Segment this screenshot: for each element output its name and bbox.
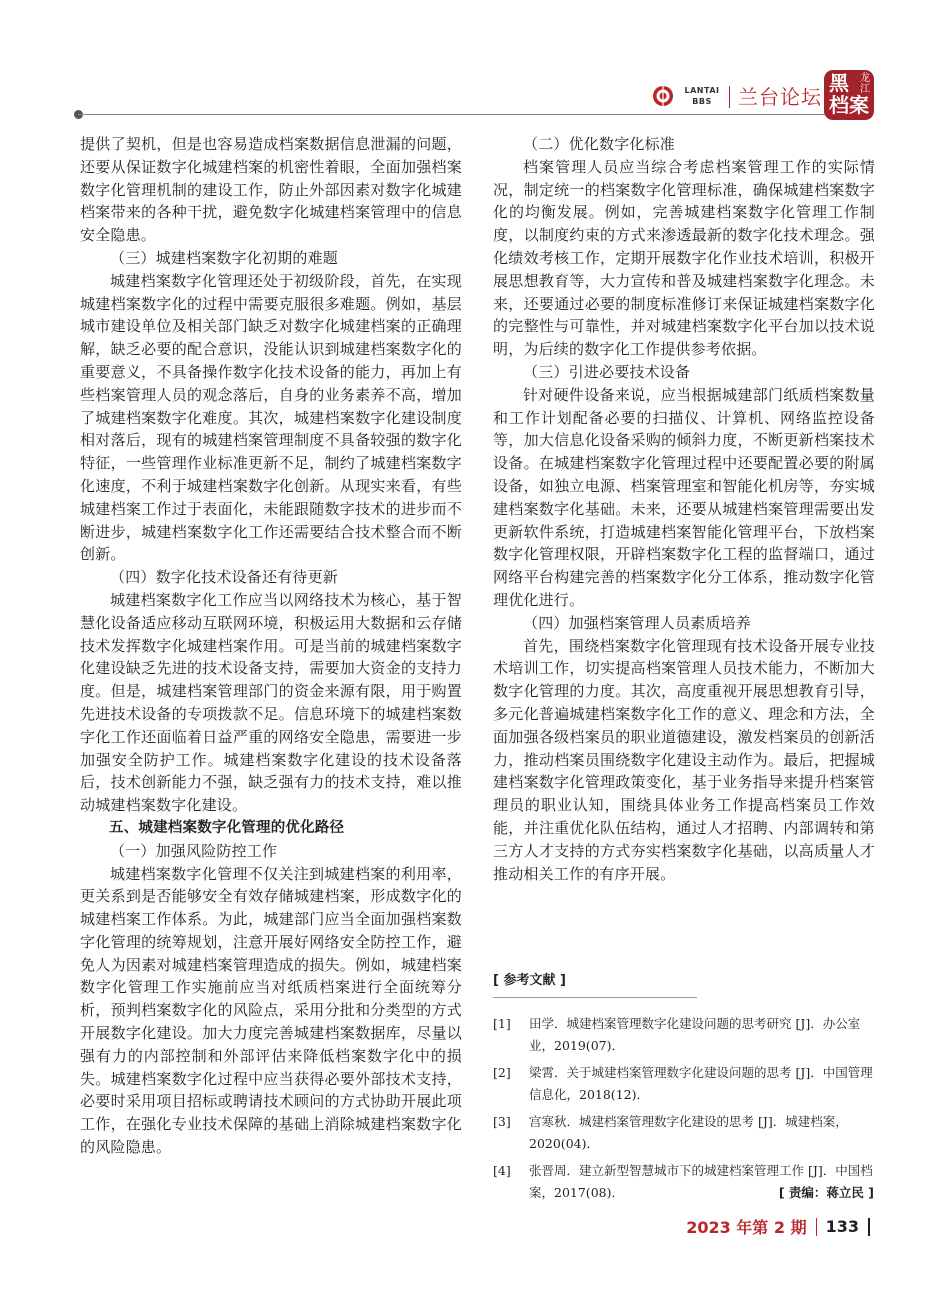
- body-paragraph: 针对硬件设备来说，应当根据城建部门纸质档案数量和工作计划配备必要的扫描仪、计算机、网络监控设备等，加大信息化设备采购的倾斜力度，不断更新档案技术设备。在城建档案数字化管理过程中还要配置必要的附属设备，如独立电源、档案管理室和智能化机房等，夯实城建档案数字化基础。未来，还要从城建档案管理需要出发更新软件系统，打造城建档案智能化管理平台，下放档案数字化管理权限，开辟档案数字化工程的监督端口，通过网络平台构建完善的档案数字化分工体系，推动数字化管理优化进行。: [493, 385, 875, 609]
- subsection-heading: （四）数字化技术设备还有待更新: [110, 568, 339, 587]
- reference-text: 田学．城建档案管理数字化建设问题的思考研究 [J]．办公室业，2019(07)．: [529, 1016, 861, 1053]
- subsection-heading: （四）加强档案管理人员素质培养: [523, 613, 752, 632]
- article-left-column: [80, 133, 462, 1159]
- subsection-heading: （二）优化数字化标准: [523, 135, 676, 153]
- logo-english-line2: BBS: [692, 97, 712, 106]
- subsection-heading: （三）城建档案数字化初期的难题: [110, 248, 339, 267]
- journal-section-title: 兰台论坛: [738, 85, 822, 109]
- subsection-heading: （一）加强风险防控工作: [110, 841, 278, 860]
- article-right-column: [493, 133, 875, 885]
- body-paragraph: 城建档案数字化管理还处于初级阶段，首先，在实现城建档案数字化的过程中需要克服很多难题。例如，基层城市建设单位及相关部门缺乏对数字化城建档案的正确理解，缺乏必要的配合意识，没能认识到城建档案数字化的重要意义，不具备操作数字化技术设备的能力，再加上有些档案管理人员的观念落后，自身的业务素养不高，增加了城建档案数字化难度。其次，城建档案数字化建设制度相对落后，现有的城建档案管理制度不具备较强的数字化特征，一些管理作业标准更新不足，制约了城建档案数字化速度，不利于城建档案数字化创新。从现实来看，有些城建档案工作过于表面化，未能跟随数字技术的进步而不断进步，城建档案数字化工作还需要结合技术整合而不断创新。: [80, 271, 462, 564]
- references-list: [493, 1013, 875, 1209]
- reference-item: [493, 1013, 875, 1057]
- references-divider: [493, 997, 697, 998]
- body-paragraph: 城建档案数字化工作应当以网络技术为核心，基于智慧化设备适应移动互联网环境，积极运用大数据和云存储技术发挥数字化城建档案作用。可是当前的城建档案数字化建设缺乏先进的技术设备支持，需要加大资金的支持力度。但是，城建档案管理部门的资金来源有限，用于购置先进技术设备的专项拨款不足。信息环境下的城建档案数字化工作还面临着日益严重的网络安全隐患，需要进一步加强安全防护工作。城建档案数字化建设的技术设备落后，技术创新能力不强，缺乏强有力的技术支持，难以推动城建档案数字化建设。: [80, 590, 462, 815]
- seal-side-text: 龙江: [860, 73, 870, 95]
- seal-char-2: 档案: [829, 93, 869, 117]
- body-paragraph: 提供了契机，但是也容易造成档案数据信息泄漏的问题，还要从保证数字化城建档案的机密性着眼，全面加强档案数字化管理机制的建设工作，防止外部因素对数字化城建档案带来的各种干扰，避免数字化城建档案管理中的信息安全隐患。: [80, 135, 462, 245]
- seal-char-1: 黑: [829, 71, 849, 95]
- reference-number: [4]: [493, 1163, 511, 1178]
- reference-number: [1]: [493, 1016, 511, 1031]
- reference-text: 宫寒秋．城建档案管理数字化建设的思考 [J]．城建档案，2020(04)．: [529, 1114, 848, 1151]
- body-paragraph: 城建档案数字化管理不仅关注到城建档案的利用率，更关系到是否能够安全有效存储城建档案，形成数字化的城建档案工作体系。为此，城建部门应当全面加强档案数字化管理的统筹规划，注意开展好网络安全防控工作，避免人为因素对城建档案管理造成的损失。例如，城建档案数字化管理工作实施前应当对纸质档案进行全面统筹分析，预判档案数字化的风险点，采用分批和分类型的方式开展数字化建设。加大力度完善城建档案数据库，尽量以强有力的内部控制和外部评估来降低档案数字化中的损失。城建档案数字化过程中应当获得必要外部技术支持，必要时采用项目招标或聘请技术顾问的方式协助开展此项工作，在强化专业技术保障的基础上消除城建档案数字化的风险隐患。: [80, 864, 462, 1157]
- issue-label: 2023 年第 2 期: [686, 1218, 807, 1237]
- reference-text: 张晋周．建立新型智慧城市下的城建档案管理工作 [J]．中国档案，2017(08)．: [529, 1163, 873, 1200]
- reference-number: [3]: [493, 1114, 511, 1129]
- editor-credit: [ 责编：蒋立民 ]: [778, 1185, 874, 1200]
- reference-item: [493, 1062, 875, 1106]
- footer-end-bar: [868, 1218, 870, 1236]
- body-paragraph: 首先，围绕档案数字化管理现有技术设备开展专业技术培训工作，切实提高档案管理人员技术能力，不断加大数字化管理的力度。其次，高度重视开展思想教育引导，多元化普遍城建档案数字化工作的意义、理念和方法，全面加强各级档案员的职业道德建设，激发档案员的创新活力，推动档案员围绕数字化建设主动作为。最后，把握城建档案数字化管理政策变化，基于业务指导来提升档案管理员的职业认知，围绕具体业务工作提高档案员工作效能，并注重优化队伍结构，通过人才招聘、内部调转和第三方人才支持的方式夯实档案数字化基础，以高质量人才推动相关工作的有序开展。: [493, 636, 875, 883]
- journal-seal-logo: [824, 70, 874, 120]
- header-rule: [78, 114, 854, 115]
- body-paragraph: 档案管理人员应当综合考虑档案管理工作的实际情况，制定统一的档案数字化管理标准，确保城建档案数字化的均衡发展。例如，完善城建档案数字化管理工作制度，以制度约束的方式来渗透最新的数字化技术理念。强化绩效考核工作，定期开展数字化作业技术培训，积极开展思想教育等，大力宣传和普及城建档案数字化理念。未来，还要通过必要的制度标准修订来保证城建档案数字化的完整性与可靠性，并对城建档案数字化平台加以技术说明，为后续的数字化工作提供参考依据。: [493, 157, 875, 359]
- references-title: [ 参考文献 ]: [493, 973, 566, 988]
- lantai-emblem-icon: [652, 85, 674, 107]
- page-footer: [686, 1215, 870, 1238]
- reference-text: 梁霄．关于城建档案管理数字化建设问题的思考 [J]．中国管理信息化，2018(12)．: [529, 1065, 873, 1102]
- section-heading: 五、城建档案数字化管理的优化路径: [109, 819, 345, 836]
- logo-english-line1: LANTAI: [684, 86, 720, 95]
- header-divider: [729, 86, 730, 108]
- reference-item: [493, 1111, 875, 1155]
- logo-english: [680, 85, 724, 107]
- page-number: 133: [825, 1217, 859, 1236]
- reference-number: [2]: [493, 1065, 511, 1080]
- subsection-heading: （三）引进必要技术设备: [523, 362, 691, 381]
- footer-divider: [816, 1218, 817, 1236]
